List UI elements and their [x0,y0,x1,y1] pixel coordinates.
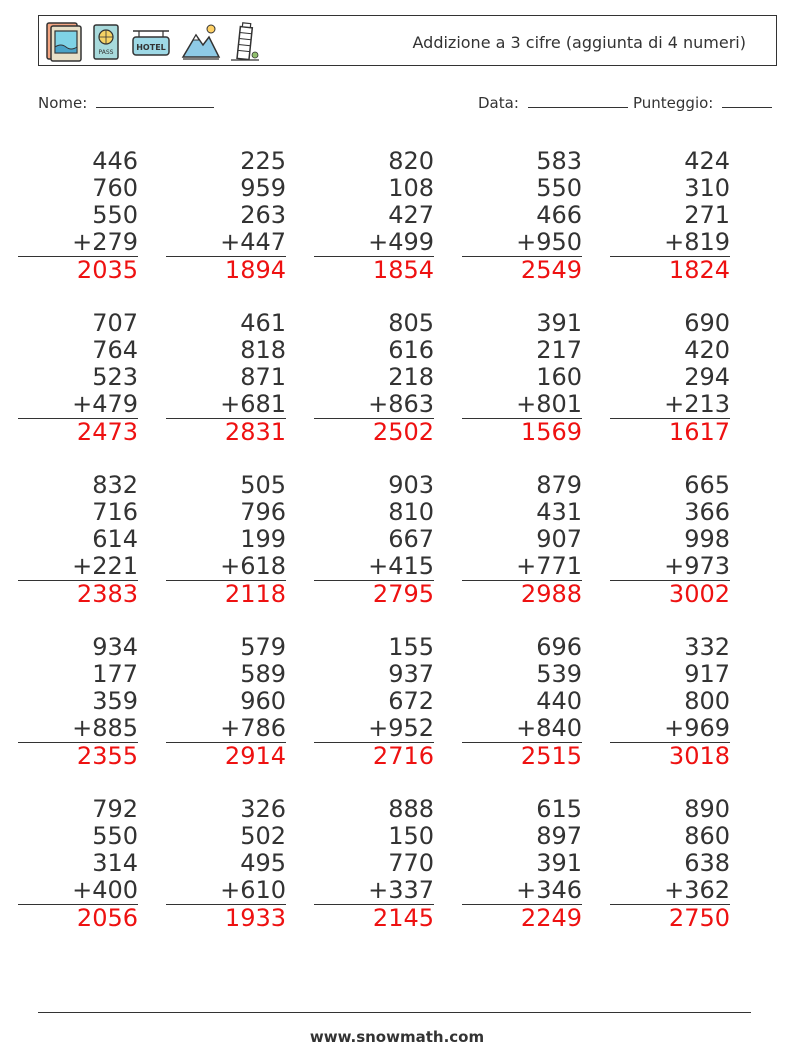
addend-2: 760 [92,174,138,202]
addend-1: 696 [536,633,582,661]
addend-3: 672 [388,687,434,715]
addend-1: 424 [684,147,730,175]
addend-2: 796 [240,498,286,526]
answer: 2355 [76,742,138,770]
addend-2: 716 [92,498,138,526]
addend-4: +801 [462,391,582,419]
addend-4: +863 [314,391,434,419]
footer-website: www.snowmath.com [309,1028,485,1046]
addend-3: 638 [684,849,730,877]
addend-3: 427 [388,201,434,229]
answer: 2515 [520,742,582,770]
addend-4: +618 [166,553,286,581]
addend-2: 917 [684,660,730,688]
addend-2: 217 [536,336,582,364]
addend-4: +840 [462,715,582,743]
problem-14 [462,472,582,608]
problem-21 [18,796,138,932]
problem-5 [610,148,730,284]
addend-3: 294 [684,363,730,391]
problem-12 [166,472,286,608]
addend-4: +415 [314,553,434,581]
addend-1: 690 [684,309,730,337]
problem-20 [610,634,730,770]
addend-4: +499 [314,229,434,257]
answer: 2549 [520,256,582,284]
addend-4: +337 [314,877,434,905]
problem-6 [18,310,138,446]
addend-1: 391 [536,309,582,337]
problem-13 [314,472,434,608]
answer: 2750 [668,904,730,932]
addend-1: 505 [240,471,286,499]
answer: 2473 [76,418,138,446]
addend-3: 440 [536,687,582,715]
addend-1: 615 [536,795,582,823]
score-label: Punteggio: [633,94,714,112]
addend-2: 897 [536,822,582,850]
addend-3: 391 [536,849,582,877]
addend-1: 879 [536,471,582,499]
addend-1: 583 [536,147,582,175]
hotel-sign-label: HOTEL [136,43,166,52]
answer: 2716 [372,742,434,770]
addend-2: 550 [536,174,582,202]
addend-1: 461 [240,309,286,337]
addend-2: 366 [684,498,730,526]
addend-2: 959 [240,174,286,202]
name-label: Nome: [38,94,88,112]
addend-2: 150 [388,822,434,850]
addend-4: +279 [18,229,138,257]
addend-4: +221 [18,553,138,581]
addend-4: +346 [462,877,582,905]
problem-4 [462,148,582,284]
problem-1 [18,148,138,284]
addend-4: +362 [610,877,730,905]
problem-15 [610,472,730,608]
addend-2: 937 [388,660,434,688]
addend-3: 770 [388,849,434,877]
addend-2: 589 [240,660,286,688]
answer: 2831 [224,418,286,446]
passport-label: PASS [98,49,114,56]
answer: 2118 [224,580,286,608]
addend-3: 907 [536,525,582,553]
problem-9 [462,310,582,446]
problem-18 [314,634,434,770]
addend-1: 903 [388,471,434,499]
addend-4: +819 [610,229,730,257]
problem-7 [166,310,286,446]
addend-2: 550 [92,822,138,850]
addend-1: 332 [684,633,730,661]
addend-4: +771 [462,553,582,581]
answer: 2056 [76,904,138,932]
addend-4: +973 [610,553,730,581]
addend-1: 820 [388,147,434,175]
addend-2: 810 [388,498,434,526]
answer: 2035 [76,256,138,284]
answer: 1824 [668,256,730,284]
problem-10 [610,310,730,446]
addend-1: 888 [388,795,434,823]
addend-1: 326 [240,795,286,823]
addend-2: 431 [536,498,582,526]
addend-3: 199 [240,525,286,553]
addend-2: 616 [388,336,434,364]
addend-2: 310 [684,174,730,202]
addend-1: 934 [92,633,138,661]
footer-divider [38,1012,751,1013]
addend-3: 495 [240,849,286,877]
addend-3: 271 [684,201,730,229]
problem-11 [18,472,138,608]
problem-17 [166,634,286,770]
addend-1: 890 [684,795,730,823]
answer: 2145 [372,904,434,932]
addend-4: +950 [462,229,582,257]
addend-1: 707 [92,309,138,337]
addend-4: +681 [166,391,286,419]
problem-16 [18,634,138,770]
addend-4: +447 [166,229,286,257]
problem-19 [462,634,582,770]
problem-23 [314,796,434,932]
answer: 1894 [224,256,286,284]
addend-3: 466 [536,201,582,229]
addend-3: 218 [388,363,434,391]
addend-2: 177 [92,660,138,688]
addend-4: +952 [314,715,434,743]
addend-2: 764 [92,336,138,364]
date-label: Data: [478,94,519,112]
addend-2: 818 [240,336,286,364]
answer: 3018 [668,742,730,770]
addend-1: 225 [240,147,286,175]
answer: 2502 [372,418,434,446]
addend-1: 579 [240,633,286,661]
answer: 2249 [520,904,582,932]
addend-3: 160 [536,363,582,391]
addend-3: 314 [92,849,138,877]
answer: 2383 [76,580,138,608]
addend-4: +969 [610,715,730,743]
addend-3: 359 [92,687,138,715]
answer: 2914 [224,742,286,770]
problem-8 [314,310,434,446]
addend-3: 667 [388,525,434,553]
addend-4: +885 [18,715,138,743]
addend-4: +610 [166,877,286,905]
addend-4: +479 [18,391,138,419]
addend-1: 792 [92,795,138,823]
addend-3: 614 [92,525,138,553]
answer: 2795 [372,580,434,608]
addend-1: 665 [684,471,730,499]
addend-3: 960 [240,687,286,715]
addend-3: 550 [92,201,138,229]
addend-2: 539 [536,660,582,688]
addend-2: 420 [684,336,730,364]
problem-2 [166,148,286,284]
answer: 2988 [520,580,582,608]
addend-1: 805 [388,309,434,337]
answer: 1854 [372,256,434,284]
worksheet-title: Addizione a 3 cifre (aggiunta di 4 numeri) [412,33,746,52]
addend-1: 446 [92,147,138,175]
answer: 3002 [668,580,730,608]
answer: 1569 [520,418,582,446]
addend-2: 860 [684,822,730,850]
problem-24 [462,796,582,932]
addend-1: 155 [388,633,434,661]
addend-2: 108 [388,174,434,202]
addend-4: +786 [166,715,286,743]
addend-4: +400 [18,877,138,905]
addend-3: 523 [92,363,138,391]
addend-3: 263 [240,201,286,229]
addend-4: +213 [610,391,730,419]
addend-1: 832 [92,471,138,499]
answer: 1617 [668,418,730,446]
addend-3: 800 [684,687,730,715]
addend-3: 998 [684,525,730,553]
answer: 1933 [224,904,286,932]
addend-2: 502 [240,822,286,850]
problem-22 [166,796,286,932]
problem-3 [314,148,434,284]
addend-3: 871 [240,363,286,391]
problem-25 [610,796,730,932]
